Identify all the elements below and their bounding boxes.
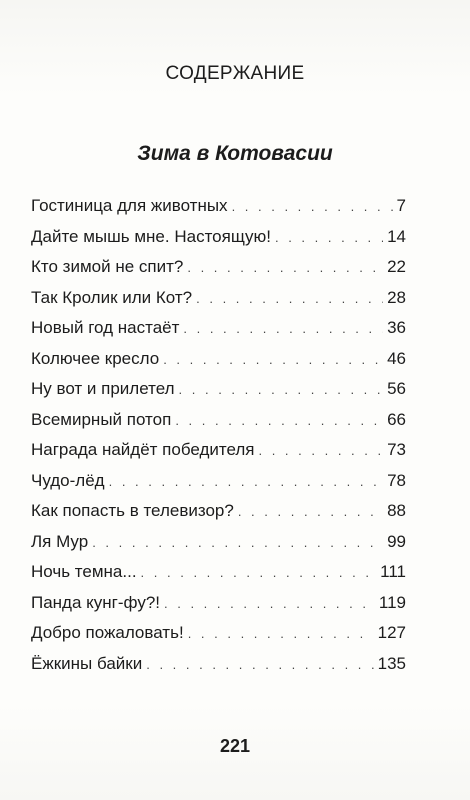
toc-entry-page: 99 bbox=[387, 531, 406, 551]
toc-entry-title: Гостиница для животных bbox=[31, 196, 228, 215]
toc-entry-title: Панда кунг-фу?! bbox=[31, 592, 161, 612]
toc-entry[interactable] bbox=[31, 196, 406, 227]
dot-leader bbox=[232, 199, 393, 214]
toc-entry-page: 88 bbox=[387, 501, 406, 520]
dot-leader bbox=[275, 230, 383, 245]
toc-entry[interactable] bbox=[31, 623, 406, 654]
contents-heading: СОДЕРЖАНИЕ bbox=[165, 63, 305, 84]
toc-entry[interactable] bbox=[31, 379, 406, 410]
dot-leader bbox=[164, 596, 375, 611]
toc-entry-page: 127 bbox=[377, 623, 406, 642]
dot-leader bbox=[183, 321, 383, 336]
toc-entry-page: 14 bbox=[387, 226, 406, 246]
dot-leader bbox=[175, 413, 383, 428]
dot-leader bbox=[179, 382, 384, 397]
toc-entry-page: 56 bbox=[387, 379, 406, 398]
toc-entry-page: 36 bbox=[387, 318, 406, 337]
dot-leader bbox=[146, 657, 373, 672]
toc-entry-title: Награда найдёт победителя bbox=[31, 440, 255, 459]
toc-entry[interactable] bbox=[31, 501, 406, 532]
toc-entry-title: Колючее кресло bbox=[31, 348, 160, 368]
toc-entry[interactable] bbox=[31, 440, 406, 471]
toc-entry[interactable] bbox=[31, 227, 406, 258]
toc-entry-title: Ля Мур bbox=[31, 531, 89, 551]
dot-leader bbox=[187, 260, 383, 275]
toc-entry[interactable] bbox=[31, 471, 406, 502]
toc-entry-page: 28 bbox=[387, 287, 406, 307]
toc-entry-title: Новый год настаёт bbox=[31, 318, 180, 337]
toc-entry[interactable] bbox=[31, 654, 406, 685]
toc-entry-page: 73 bbox=[387, 440, 406, 459]
toc-entry-title: Всемирный потоп bbox=[31, 409, 172, 429]
toc-entry-page: 111 bbox=[380, 562, 406, 581]
toc-entry-page: 119 bbox=[378, 592, 406, 612]
toc-entry-title: Добро пожаловать! bbox=[31, 623, 184, 642]
toc-entry-title: Кто зимой не спит? bbox=[31, 257, 184, 276]
toc-entry-page: 22 bbox=[387, 257, 406, 276]
toc-entry-title: Ну вот и прилетел bbox=[31, 379, 175, 398]
dot-leader bbox=[188, 626, 374, 641]
toc-entry[interactable] bbox=[31, 288, 406, 319]
toc-entry-page: 66 bbox=[387, 409, 406, 429]
dot-leader bbox=[238, 504, 383, 519]
toc-entry[interactable] bbox=[31, 410, 406, 441]
toc-entry[interactable] bbox=[31, 593, 406, 624]
toc-entry-title: Ёжкины байки bbox=[31, 653, 143, 673]
toc-entry-title: Как попасть в телевизор? bbox=[31, 501, 234, 520]
dot-leader bbox=[196, 291, 383, 306]
toc-entry-title: Дайте мышь мне. Настоящую! bbox=[31, 226, 271, 246]
toc-entry[interactable] bbox=[31, 532, 406, 563]
toc-entry-page: 7 bbox=[396, 196, 406, 215]
page-number: 221 bbox=[219, 736, 251, 756]
dot-leader bbox=[163, 352, 383, 367]
toc-entry[interactable] bbox=[31, 257, 406, 288]
dot-leader bbox=[109, 474, 383, 489]
table-of-contents bbox=[31, 196, 406, 684]
dot-leader bbox=[141, 565, 377, 580]
toc-entry-page: 135 bbox=[377, 653, 406, 673]
dot-leader bbox=[258, 443, 383, 458]
toc-entry[interactable] bbox=[31, 349, 406, 380]
toc-entry-page: 46 bbox=[387, 348, 406, 368]
toc-entry[interactable] bbox=[31, 318, 406, 349]
toc-entry-title: Так Кролик или Кот? bbox=[31, 287, 193, 307]
toc-entry-title: Ночь темна... bbox=[31, 562, 137, 581]
toc-entry-page: 78 bbox=[387, 470, 406, 490]
toc-entry[interactable] bbox=[31, 562, 406, 593]
section-title: Зима в Котовасии bbox=[137, 142, 333, 165]
toc-entry-title: Чудо-лёд bbox=[31, 470, 105, 490]
dot-leader bbox=[92, 535, 383, 550]
